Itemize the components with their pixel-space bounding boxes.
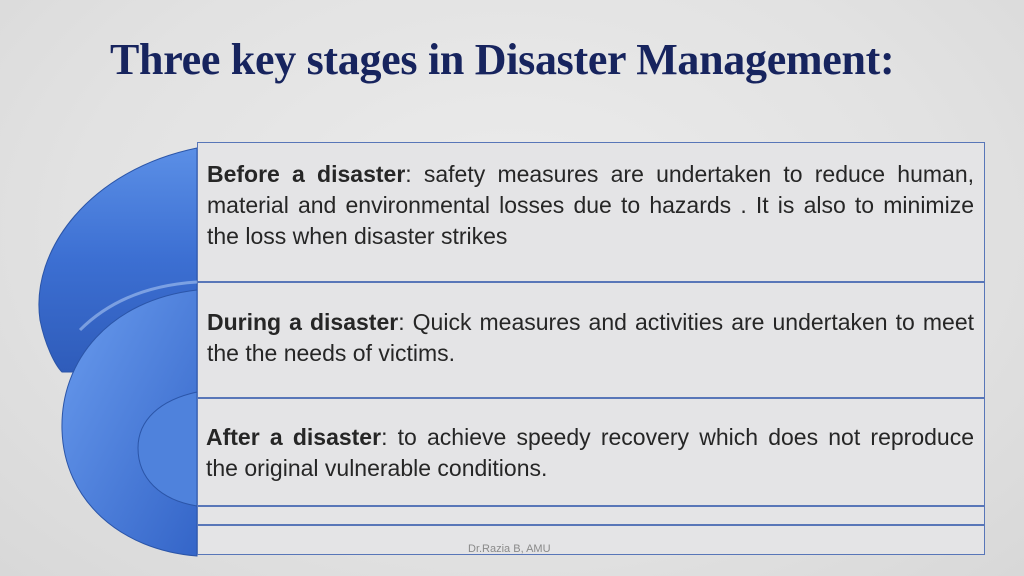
stage-before-label: Before a disaster — [207, 161, 406, 187]
stage-during-description: : Quick measures and activities are undertaken to meet the the needs of victims. — [207, 309, 974, 366]
slide-title: Three key stages in Disaster Management: — [110, 35, 895, 84]
stage-after-box — [197, 398, 985, 506]
stage-during-text — [207, 307, 974, 369]
stage-before-box — [197, 142, 985, 282]
footer-box — [197, 525, 985, 555]
stage-after-label: After a disaster — [206, 424, 382, 450]
stage-after-description: : to achieve speedy recovery which does not reproduce the original vulnerable conditions. — [206, 424, 974, 481]
stage-during-label: During a disaster — [207, 309, 399, 335]
stage-after-text — [206, 422, 974, 484]
slide-footer: Dr.Razia B, AMU — [468, 543, 551, 555]
empty-strip-box — [197, 506, 985, 525]
stage-before-description: : safety measures are undertaken to reduce human, material and environmental losses due to hazards . It is also to minimize the loss when disaster strikes — [207, 161, 975, 249]
stage-during-box — [197, 282, 985, 398]
stage-before-text — [207, 159, 974, 252]
